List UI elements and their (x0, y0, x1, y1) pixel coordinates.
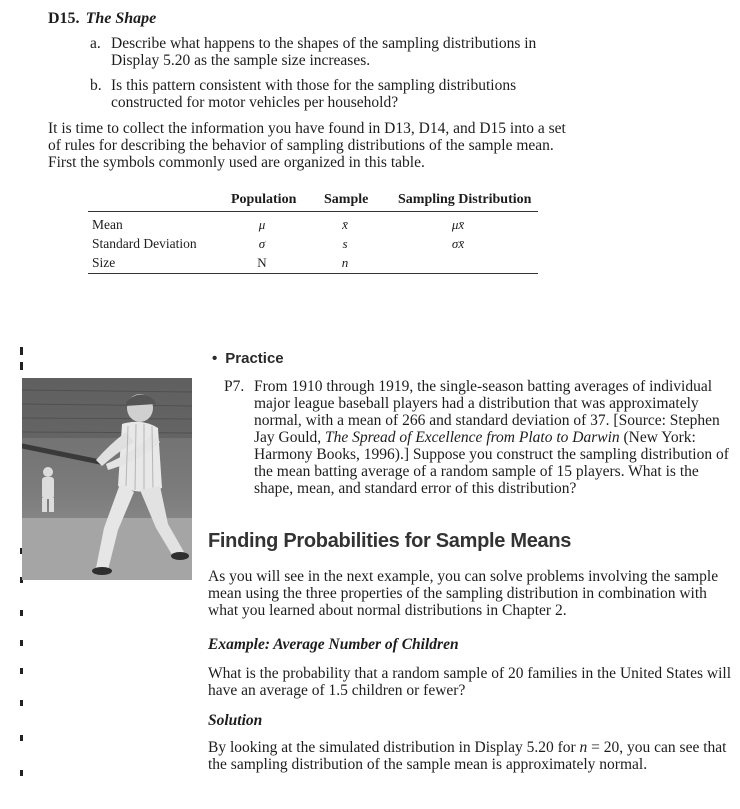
cell-population-mean: μ (258, 217, 266, 232)
practice-heading (212, 350, 284, 367)
item-b-text: Is this pattern consistent with those for the sampling distributions constructed for motor vehicles per household? (111, 77, 517, 111)
edge-mark (20, 347, 23, 355)
section-heading: Finding Probabilities for Sample Means (208, 530, 572, 552)
item-b-letter: b. (90, 77, 102, 94)
book-title: The Spread of Excellence from Plato to Darwin (325, 429, 620, 446)
cell-sample-mean: x̄ (342, 217, 348, 232)
row-label-sd: Standard Deviation (92, 236, 197, 251)
header-population: Population (231, 192, 297, 207)
header-sampling-distribution: Sampling Distribution (398, 192, 532, 207)
solution-text-part: = 20, you can see that the sampling distribution of the sample mean is approximately normal. (208, 739, 727, 773)
solution-heading: Solution (208, 712, 263, 729)
baseball-player-photo (22, 378, 192, 580)
practice-text (254, 378, 732, 497)
cell-population-size: N (257, 255, 267, 270)
n-variable: n (579, 739, 588, 756)
edge-mark (20, 640, 23, 646)
cell-population-sd: σ (258, 236, 266, 251)
section-paragraph: As you will see in the next example, you can solve problems involving the sample mean using the three properties of the sampling distribution in combination with what you learned about normal distributions in Chapter 2. (208, 568, 719, 619)
example-question: What is the probability that a random sample of 20 families in the United States will have an average of 1.5 children or fewer? (208, 665, 732, 699)
practice-text-part: (New York: Harmony Books, 1996).] Suppose you construct the sampling distribution of the mean batting average of a random sample of 15 players. What is the shape, mean, and standard error of this distribution? (254, 429, 729, 497)
edge-mark (20, 735, 23, 741)
problem-heading (48, 10, 156, 28)
edge-mark (20, 700, 23, 706)
edge-mark (20, 770, 23, 776)
header-sample: Sample (324, 192, 369, 207)
solution-paragraph (208, 739, 733, 773)
problem-title: The Shape (85, 10, 157, 27)
intro-paragraph: It is time to collect the information you have found in D13, D14, and D15 into a set of rules for describing the behavior of sampling distributions of the sample mean. First the symbols commonly used are organized in this table. (48, 120, 566, 171)
edge-mark (20, 610, 23, 616)
cell-sampling-mean: μx̄ (451, 217, 465, 232)
cell-sample-size: n (341, 255, 349, 270)
cell-sample-sd: s (342, 236, 348, 251)
example-heading: Example: Average Number of Children (208, 636, 459, 653)
solution-text-part: By looking at the simulated distribution in Display 5.20 for (208, 739, 580, 756)
practice-number: P7. (224, 378, 245, 395)
table-bottom-rule (88, 273, 538, 274)
edge-mark (20, 362, 23, 370)
item-a-text: Describe what happens to the shapes of the sampling distributions in Display 5.20 as the sample size increases. (111, 35, 537, 69)
row-label-size: Size (92, 255, 116, 270)
item-a-letter: a. (90, 35, 101, 52)
practice-text-part: From 1910 through 1919, the single-season batting averages of individual major league baseball players had a distribution that was approximately normal, with a mean of 266 and standard deviation of 37. [Source: Stephen Jay Gould, (254, 378, 720, 446)
edge-mark (20, 668, 23, 674)
practice-heading-label: Practice (225, 350, 284, 367)
table-top-rule (88, 211, 538, 212)
problem-number: D15. (48, 10, 80, 27)
cell-sampling-sd: σx̄ (451, 236, 465, 251)
row-label-mean: Mean (92, 217, 123, 232)
bullet-icon: • (212, 350, 218, 367)
